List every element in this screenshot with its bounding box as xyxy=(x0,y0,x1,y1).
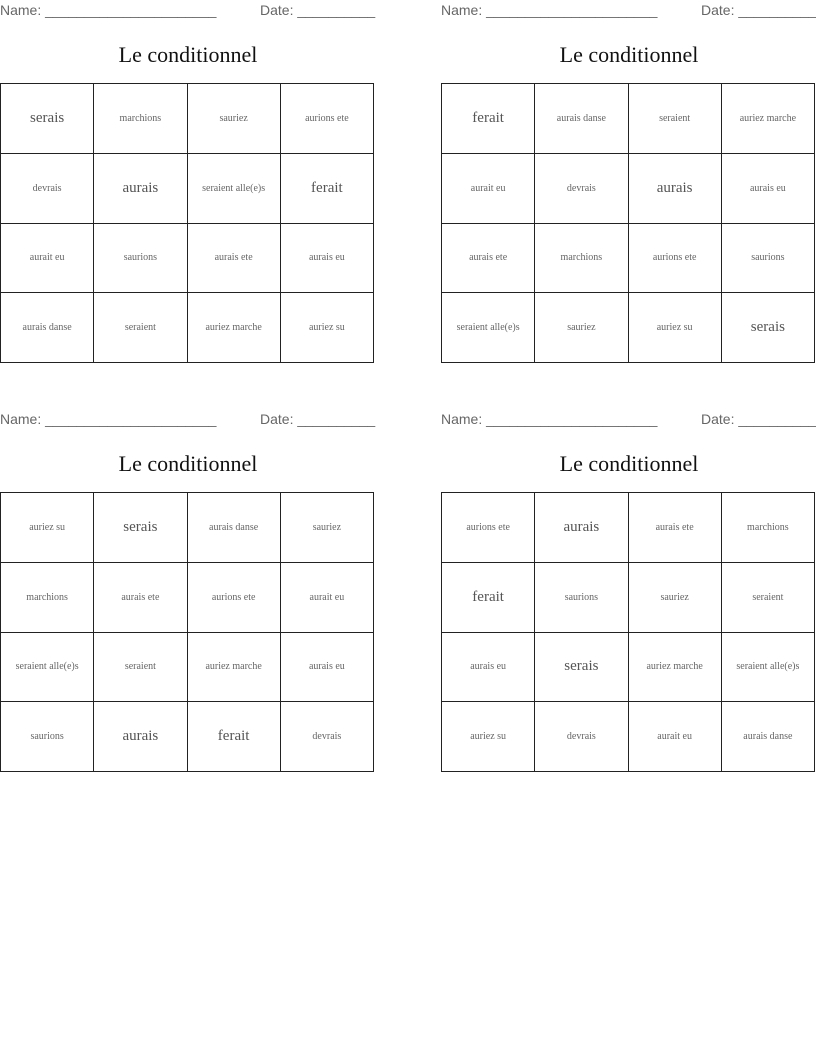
name-field[interactable]: Name: ______________________ xyxy=(0,2,217,18)
bingo-card xyxy=(441,409,816,777)
bingo-cell[interactable]: aurait eu xyxy=(442,154,535,224)
bingo-card xyxy=(0,409,376,777)
bingo-card xyxy=(0,0,376,368)
date-field[interactable]: Date: __________ xyxy=(260,411,376,427)
bingo-cell[interactable]: aurais eu xyxy=(281,224,374,294)
bingo-cell[interactable]: seraient xyxy=(722,563,815,633)
bingo-cell[interactable]: auriez marche xyxy=(722,84,815,154)
bingo-cell[interactable]: aurais danse xyxy=(1,293,94,363)
bingo-cell[interactable]: seraient alle(e)s xyxy=(442,293,535,363)
date-field[interactable]: Date: __________ xyxy=(260,2,376,18)
bingo-cell[interactable]: aurais danse xyxy=(722,702,815,772)
bingo-card xyxy=(441,0,816,368)
bingo-cell[interactable]: devrais xyxy=(535,702,628,772)
bingo-cell[interactable]: sauriez xyxy=(629,563,722,633)
bingo-cell[interactable]: serais xyxy=(94,493,187,563)
bingo-cell[interactable]: seraient alle(e)s xyxy=(1,633,94,703)
bingo-cell[interactable]: aurais danse xyxy=(188,493,281,563)
name-field[interactable]: Name: ______________________ xyxy=(0,411,217,427)
name-field[interactable]: Name: ______________________ xyxy=(441,2,658,18)
bingo-cell[interactable]: aurais eu xyxy=(722,154,815,224)
bingo-cell[interactable]: auriez su xyxy=(281,293,374,363)
bingo-cell[interactable]: aurais danse xyxy=(535,84,628,154)
bingo-cell[interactable]: sauriez xyxy=(535,293,628,363)
bingo-cell[interactable]: aurais ete xyxy=(442,224,535,294)
bingo-cell[interactable]: devrais xyxy=(281,702,374,772)
bingo-cell[interactable]: marchions xyxy=(535,224,628,294)
bingo-cell[interactable]: aurions ete xyxy=(629,224,722,294)
bingo-cell[interactable]: auriez marche xyxy=(188,293,281,363)
bingo-cell[interactable]: saurions xyxy=(535,563,628,633)
bingo-cell[interactable]: auriez marche xyxy=(188,633,281,703)
bingo-cell[interactable]: aurais eu xyxy=(281,633,374,703)
bingo-cell[interactable]: aurions ete xyxy=(442,493,535,563)
bingo-cell[interactable]: auriez su xyxy=(442,702,535,772)
header-fields xyxy=(441,2,816,20)
bingo-cell[interactable]: aurais xyxy=(629,154,722,224)
bingo-cell[interactable]: saurions xyxy=(722,224,815,294)
bingo-cell[interactable]: aurions ete xyxy=(281,84,374,154)
bingo-grid xyxy=(441,492,815,772)
bingo-cell[interactable]: auriez su xyxy=(1,493,94,563)
bingo-cell[interactable]: aurais ete xyxy=(188,224,281,294)
bingo-grid xyxy=(441,83,815,363)
bingo-cell[interactable]: seraient xyxy=(94,633,187,703)
bingo-cell[interactable]: saurions xyxy=(1,702,94,772)
date-field[interactable]: Date: __________ xyxy=(701,2,816,18)
bingo-cell[interactable]: seraient xyxy=(94,293,187,363)
bingo-grid xyxy=(0,492,374,772)
bingo-cell[interactable]: saurions xyxy=(94,224,187,294)
bingo-cell[interactable]: aurais ete xyxy=(94,563,187,633)
name-field[interactable]: Name: ______________________ xyxy=(441,411,658,427)
card-title: Le conditionnel xyxy=(559,42,699,67)
card-title: Le conditionnel xyxy=(118,451,258,476)
bingo-cell[interactable]: aurais eu xyxy=(442,633,535,703)
bingo-cell[interactable]: aurais xyxy=(535,493,628,563)
bingo-cell[interactable]: aurais xyxy=(94,154,187,224)
bingo-cell[interactable]: marchions xyxy=(1,563,94,633)
bingo-cell[interactable]: marchions xyxy=(94,84,187,154)
bingo-cell[interactable]: serais xyxy=(1,84,94,154)
bingo-cell[interactable]: aurais xyxy=(94,702,187,772)
card-title: Le conditionnel xyxy=(559,451,699,476)
bingo-cell[interactable]: sauriez xyxy=(281,493,374,563)
date-field[interactable]: Date: __________ xyxy=(701,411,816,427)
bingo-cell[interactable]: seraient alle(e)s xyxy=(722,633,815,703)
bingo-cell[interactable]: aurions ete xyxy=(188,563,281,633)
bingo-cell[interactable]: serais xyxy=(722,293,815,363)
bingo-cell[interactable]: devrais xyxy=(535,154,628,224)
bingo-grid xyxy=(0,83,374,363)
card-title: Le conditionnel xyxy=(118,42,258,67)
bingo-cell[interactable]: ferait xyxy=(442,84,535,154)
bingo-cell[interactable]: ferait xyxy=(442,563,535,633)
bingo-cell[interactable]: auriez su xyxy=(629,293,722,363)
bingo-cell[interactable]: auriez marche xyxy=(629,633,722,703)
bingo-cell[interactable]: aurais ete xyxy=(629,493,722,563)
bingo-cell[interactable]: aurait eu xyxy=(629,702,722,772)
bingo-cell[interactable]: seraient alle(e)s xyxy=(188,154,281,224)
header-fields xyxy=(441,411,816,429)
header-fields xyxy=(0,2,376,20)
bingo-cell[interactable]: devrais xyxy=(1,154,94,224)
bingo-cell[interactable]: sauriez xyxy=(188,84,281,154)
bingo-cell[interactable]: seraient xyxy=(629,84,722,154)
bingo-cell[interactable]: serais xyxy=(535,633,628,703)
bingo-cell[interactable]: aurait eu xyxy=(281,563,374,633)
bingo-cell[interactable]: ferait xyxy=(188,702,281,772)
bingo-cell[interactable]: aurait eu xyxy=(1,224,94,294)
bingo-cell[interactable]: ferait xyxy=(281,154,374,224)
bingo-cell[interactable]: marchions xyxy=(722,493,815,563)
header-fields xyxy=(0,411,376,429)
